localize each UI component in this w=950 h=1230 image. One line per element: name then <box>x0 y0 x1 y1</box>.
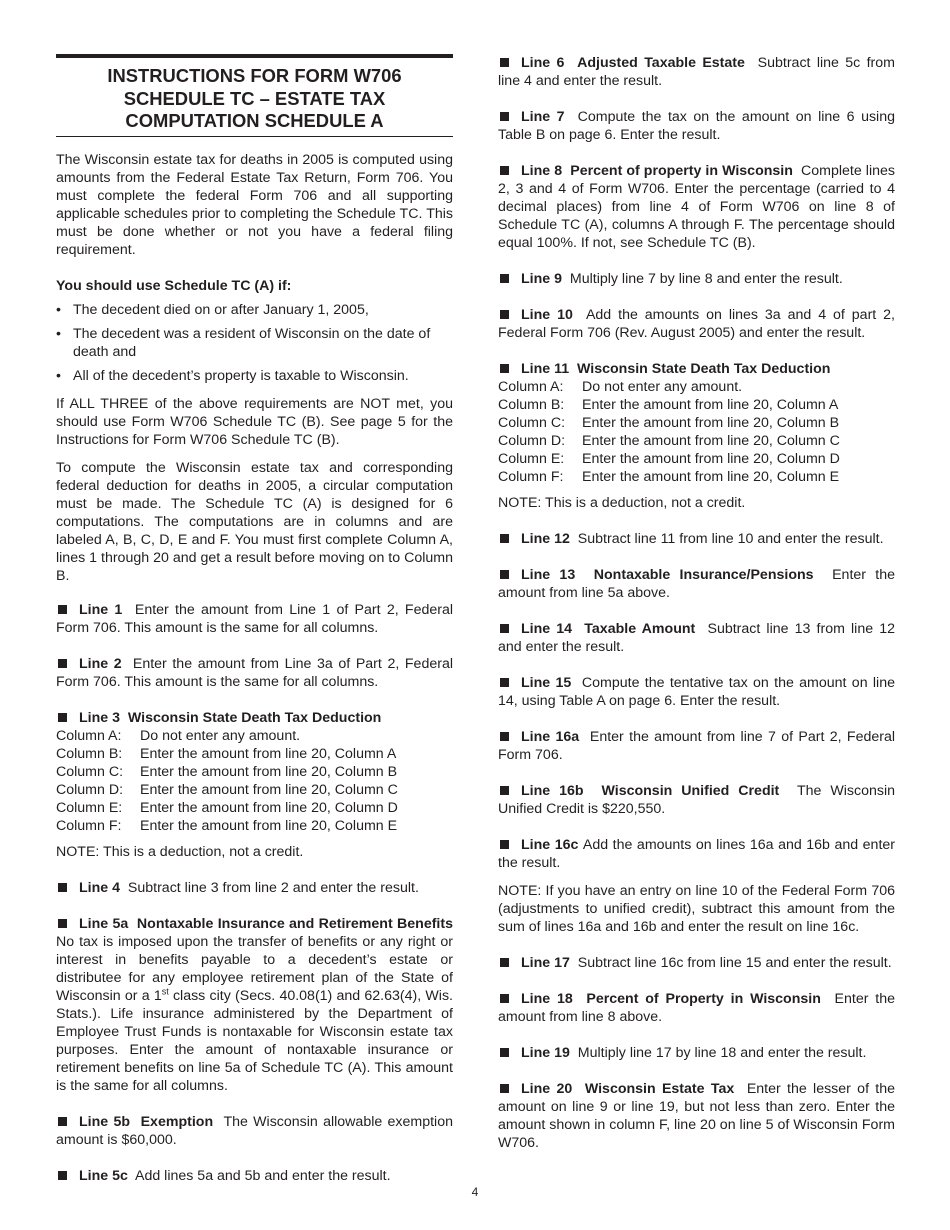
line-3-column-table <box>56 727 453 835</box>
line-text: Add the amounts on lines 3a and 4 of part 2, Federal Form 706 (Rev. August 2005) and enter the result. <box>498 307 895 341</box>
line-text: Enter the amount from Line 1 of Part 2, Federal Form 706. This amount is the same for all columns. <box>56 601 454 636</box>
line-label: Line 16c <box>521 837 579 853</box>
line-label: Line 3 <box>79 709 120 726</box>
line-11-column-table <box>498 378 895 486</box>
line-label: Line 16a <box>521 729 580 745</box>
all-three-paragraph: If ALL THREE of the above requirements are NOT met, you should use Form W706 Schedule TC (B). See page 5 for the Instructions for Form W706 Schedule TC (B). <box>56 395 453 448</box>
square-bullet-icon <box>500 994 509 1003</box>
table-row <box>56 763 453 781</box>
line-text: Multiply line 7 by line 8 and enter the result. <box>569 271 843 287</box>
line-9-instruction <box>498 270 895 288</box>
square-bullet-icon <box>58 605 67 614</box>
square-bullet-icon <box>500 58 509 67</box>
line-label: Line 15 <box>521 675 572 691</box>
square-bullet-icon <box>500 112 509 121</box>
line-14-instruction <box>498 620 895 656</box>
line-text: Add the amounts on lines 16a and 16b and enter the result. <box>498 837 895 871</box>
line-text: No tax is imposed upon the transfer of benefits or any right or interest in benefits payable to a decedent’s estate or distributee for any employee retirement plan of the State of Wisconsin or a 1 <box>56 933 453 1004</box>
right-column <box>498 54 895 1170</box>
line-3-instruction <box>56 709 453 727</box>
line-text: Subtract line 16c from line 15 and enter the result. <box>577 955 892 971</box>
line-title: Nontaxable Insurance and Retirement Benefits <box>136 915 453 932</box>
line-text-continued: class city (Secs. 40.08(1) and 62.63(4), Wis. Stats.). Life insurance administered by the Department of Employee Trust Funds is nontaxable for Wisconsin estate tax purposes. Enter the amount of nontaxable insurance or retirement benefits on line 5a of Schedule TC (A). This amount is the same for all columns. <box>56 987 453 1094</box>
table-row <box>498 414 895 432</box>
square-bullet-icon <box>500 624 509 633</box>
table-row <box>56 781 453 799</box>
table-row <box>498 432 895 450</box>
line-7-instruction <box>498 108 895 144</box>
column-text: Enter the amount from line 20, Column E <box>582 469 840 485</box>
table-row <box>498 396 895 414</box>
line-15-instruction <box>498 674 895 710</box>
line-title: Nontaxable Insurance/Pensions <box>593 567 814 583</box>
table-row <box>56 799 453 817</box>
title-line-1: INSTRUCTIONS FOR FORM W706 <box>107 65 402 86</box>
line-text: Compute the tentative tax on the amount on line 14, using Table A on page 6. Enter the result. <box>498 675 895 709</box>
square-bullet-icon <box>500 310 509 319</box>
line-title: Wisconsin Unified Credit <box>601 783 780 799</box>
bullet-icon: • <box>56 301 61 318</box>
line-text: Subtract line 13 from line 12 and enter the result. <box>498 621 895 655</box>
list-item-text: The decedent died on or after January 1, 2005, <box>73 301 369 318</box>
square-bullet-icon <box>58 1117 67 1126</box>
requirements-list <box>56 301 453 385</box>
column-text: Enter the amount from line 20, Column D <box>140 799 398 816</box>
square-bullet-icon <box>58 713 67 722</box>
line-label: Line 7 <box>521 109 565 125</box>
line-text: Subtract line 5c from line 4 and enter the result. <box>498 55 895 89</box>
compute-paragraph: To compute the Wisconsin estate tax and corresponding federal deduction for deaths in 2005, a circular computation must be made. The Schedule TC (A) is designed for 6 computations. The computations are in columns and are labeled A, B, C, D, E and F. You must first complete Column A, lines 1 through 20 and get a result before moving on to Column B. <box>56 459 453 584</box>
line-text: The Wisconsin allowable exemption amount is $60,000. <box>56 1113 453 1148</box>
line-text: Enter the amount from Line 3a of Part 2, Federal Form 706. This amount is the same for all columns. <box>56 655 453 690</box>
column-text: Do not enter any amount. <box>140 727 301 744</box>
square-bullet-icon <box>58 1171 67 1180</box>
column-text: Enter the amount from line 20, Column E <box>140 817 398 834</box>
column-text: Enter the amount from line 20, Column A <box>582 397 839 413</box>
line-text: Complete lines 2, 3 and 4 of Form W706. Enter the percentage (carried to 4 decimal places) from line 4 of Form W706 on line 8 of Schedule TC (A), columns A through F. The percentage should equal 100%. If not, see Schedule TC (B). <box>498 163 895 251</box>
square-bullet-icon <box>500 732 509 741</box>
line-4-instruction <box>56 879 453 897</box>
line-12-instruction <box>498 530 895 548</box>
line-label: Line 5b <box>79 1113 131 1130</box>
title-line-3: COMPUTATION SCHEDULE A <box>125 110 384 131</box>
line-16a-instruction <box>498 728 895 764</box>
column-text: Enter the amount from line 20, Column C <box>140 781 398 798</box>
line-label: Line 10 <box>521 307 573 323</box>
line-text: Enter the amount from line 5a above. <box>498 567 895 601</box>
line-16c-instruction <box>498 836 895 872</box>
line-text: Enter the amount from line 8 above. <box>498 991 895 1025</box>
line-label: Line 5c <box>79 1167 128 1184</box>
line-10-instruction <box>498 306 895 342</box>
left-column <box>56 54 453 1203</box>
line-title: Exemption <box>140 1113 214 1130</box>
line-text: Multiply line 17 by line 18 and enter the result. <box>577 1045 867 1061</box>
column-label: Column F: <box>56 817 122 834</box>
line-18-instruction <box>498 990 895 1026</box>
line-13-instruction <box>498 566 895 602</box>
line-5a-instruction <box>56 915 453 1095</box>
line-label: Line 8 <box>521 163 563 179</box>
column-label: Column C: <box>498 415 566 431</box>
list-item <box>56 301 453 319</box>
superscript: st <box>161 985 169 996</box>
list-item <box>56 367 453 385</box>
square-bullet-icon <box>500 840 509 849</box>
square-bullet-icon <box>500 364 509 373</box>
line-title: Wisconsin State Death Tax Deduction <box>127 709 382 726</box>
line-text: Add lines 5a and 5b and enter the result. <box>135 1167 391 1184</box>
line-20-instruction <box>498 1080 895 1152</box>
line-label: Line 13 <box>521 567 576 583</box>
square-bullet-icon <box>500 166 509 175</box>
line-16b-instruction <box>498 782 895 818</box>
line-label: Line 14 <box>521 621 573 637</box>
line-label: Line 12 <box>521 531 570 547</box>
line-label: Line 20 <box>521 1081 573 1097</box>
line-6-instruction <box>498 54 895 90</box>
column-label: Column D: <box>498 433 566 449</box>
line-19-instruction <box>498 1044 895 1062</box>
line-text: Subtract line 11 from line 10 and enter the result. <box>577 531 884 547</box>
column-text: Enter the amount from line 20, Column C <box>582 433 840 449</box>
square-bullet-icon <box>500 1048 509 1057</box>
column-label: Column C: <box>56 763 124 780</box>
line-label: Line 11 <box>521 361 570 377</box>
column-text: Enter the amount from line 20, Column A <box>140 745 397 762</box>
line-5c-instruction <box>56 1167 453 1185</box>
table-row <box>56 817 453 835</box>
line-title: Wisconsin Estate Tax <box>584 1081 735 1097</box>
square-bullet-icon <box>500 678 509 687</box>
line-title: Taxable Amount <box>584 621 696 637</box>
line-label: Line 17 <box>521 955 570 971</box>
title-line-2: SCHEDULE TC – ESTATE TAX <box>123 87 386 109</box>
line-label: Line 6 <box>521 55 565 71</box>
intro-paragraph: The Wisconsin estate tax for deaths in 2005 is computed using amounts from the Federal Estate Tax Return, Form 706. You must complete the federal Form 706 and all supporting applicable schedules prior to completing the Schedule TC. This must be done whether or not you have a federal filing requirement. <box>56 151 453 258</box>
line-title: Percent of property in Wisconsin <box>570 163 793 179</box>
line-title: Wisconsin State Death Tax Deduction <box>577 361 831 377</box>
list-item-text: All of the decedent’s property is taxable to Wisconsin. <box>73 367 409 384</box>
list-item-text: The decedent was a resident of Wisconsin on the date of death and <box>73 325 431 360</box>
line-label: Line 9 <box>521 271 562 287</box>
line-label: Line 4 <box>79 879 120 896</box>
line-text: Enter the lesser of the amount on line 9 or line 19, but not less than zero. Enter the amount shown in column F, line 20 on line 5 of Wisconsin Form W706. <box>498 1081 896 1151</box>
column-text: Enter the amount from line 20, Column B <box>140 763 398 780</box>
table-row <box>56 745 453 763</box>
line-text: The Wisconsin Unified Credit is $220,550. <box>498 783 895 817</box>
note-deduction: NOTE: This is a deduction, not a credit. <box>498 495 746 511</box>
column-text: Enter the amount from line 20, Column B <box>582 415 840 431</box>
column-label: Column A: <box>498 379 564 395</box>
line-11-instruction <box>498 360 895 378</box>
line-8-instruction <box>498 162 895 252</box>
line-1-instruction <box>56 601 453 637</box>
column-label: Column B: <box>498 397 565 413</box>
line-label: Line 16b <box>521 783 584 799</box>
page-number: 4 <box>471 1185 479 1199</box>
square-bullet-icon <box>500 958 509 967</box>
line-title: Percent of Property in Wisconsin <box>586 991 821 1007</box>
square-bullet-icon <box>500 786 509 795</box>
table-row <box>56 727 453 745</box>
square-bullet-icon <box>500 1084 509 1093</box>
line-text: Enter the amount from line 7 of Part 2, Federal Form 706. <box>498 729 896 763</box>
column-label: Column E: <box>498 451 565 467</box>
line-text: Subtract line 3 from line 2 and enter the result. <box>127 879 419 896</box>
square-bullet-icon <box>500 534 509 543</box>
column-label: Column F: <box>498 469 564 485</box>
line-5b-instruction <box>56 1113 453 1149</box>
line-label: Line 18 <box>521 991 573 1007</box>
note-deduction: NOTE: This is a deduction, not a credit. <box>56 843 304 860</box>
square-bullet-icon <box>58 919 67 928</box>
square-bullet-icon <box>500 274 509 283</box>
list-item <box>56 325 453 361</box>
line-2-instruction <box>56 655 453 691</box>
use-heading: You should use Schedule TC (A) if: <box>56 277 292 294</box>
column-text: Enter the amount from line 20, Column D <box>582 451 840 467</box>
line-label: Line 2 <box>79 655 122 672</box>
square-bullet-icon <box>58 883 67 892</box>
square-bullet-icon <box>58 659 67 668</box>
line-label: Line 19 <box>521 1045 570 1061</box>
table-row <box>498 450 895 468</box>
line-title: Adjusted Taxable Estate <box>577 55 745 71</box>
line-17-instruction <box>498 954 895 972</box>
line-text: Compute the tax on the amount on line 6 using Table B on page 6. Enter the result. <box>498 109 895 143</box>
column-label: Column D: <box>56 781 124 798</box>
page-title <box>56 54 453 137</box>
line-label: Line 5a <box>79 915 129 932</box>
bullet-icon: • <box>56 367 61 384</box>
column-label: Column A: <box>56 727 122 744</box>
column-text: Do not enter any amount. <box>582 379 743 395</box>
bullet-icon: • <box>56 325 61 342</box>
table-row <box>498 468 895 486</box>
square-bullet-icon <box>500 570 509 579</box>
column-label: Column E: <box>56 799 123 816</box>
table-row <box>498 378 895 396</box>
column-label: Column B: <box>56 745 123 762</box>
line-label: Line 1 <box>79 601 123 618</box>
note-line-16c: NOTE: If you have an entry on line 10 of the Federal Form 706 (adjustments to unified credit), subtract this amount from the sum of lines 16a and 16b and enter the result on line 16c. <box>498 883 895 935</box>
